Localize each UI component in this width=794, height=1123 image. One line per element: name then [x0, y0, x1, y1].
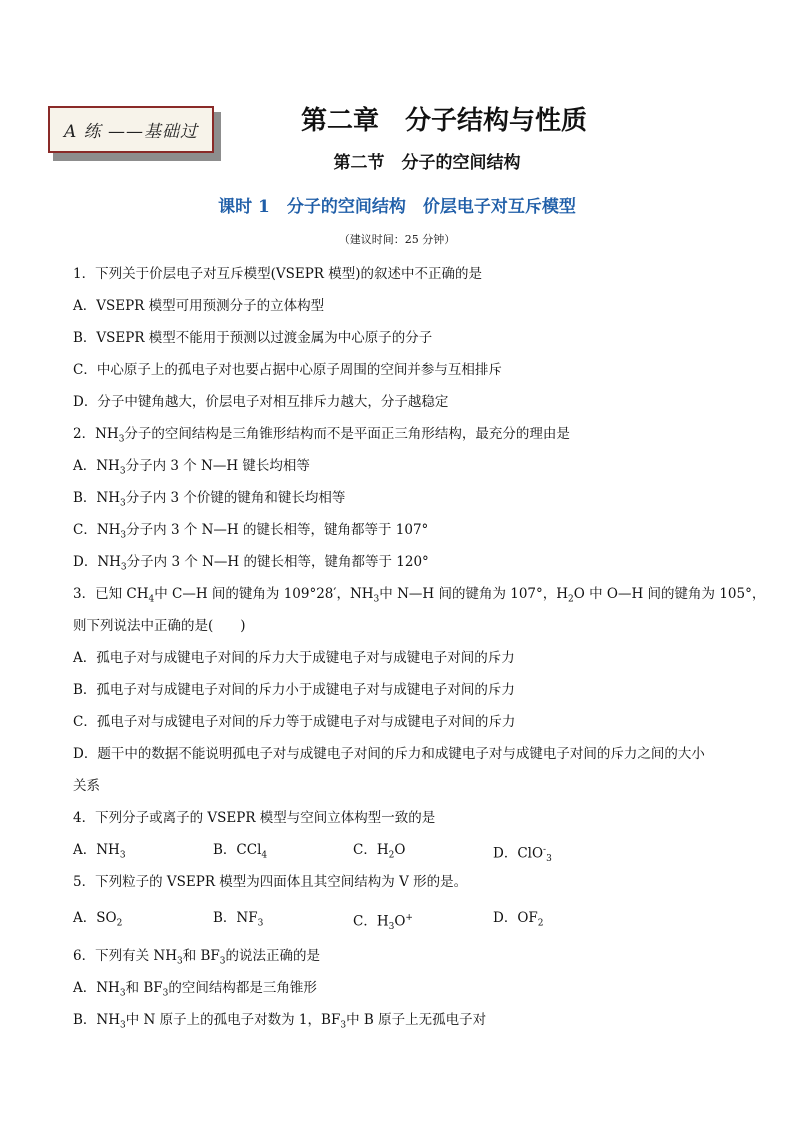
q3-option-a: A．孤电子对与成键电子对间的斥力大于成键电子对与成键电子对间的斥力 — [73, 650, 515, 666]
lesson-title: 课时 1 分子的空间结构 价层电子对互斥模型 — [218, 197, 576, 217]
section-title: 第二节 分子的空间结构 — [333, 153, 521, 173]
q5-stem: 5．下列粒子的 VSEPR 模型为四面体且其空间结构为 V 形的是。 — [73, 874, 468, 890]
q2-option-a: A．$NH_3$分子内 3 个 N—H 键长均相等 — [73, 458, 310, 477]
q4-option-c: C．$H_2O$ — [353, 842, 406, 861]
q4-option-b: B．CCl$_4$ — [213, 842, 268, 861]
badge-label: A 练 ——基础过 — [48, 106, 214, 153]
q4-options — [73, 834, 753, 866]
q4-option-a: A．$NH_3$ — [73, 842, 126, 861]
q1-stem: 1．下列关于价层电子对互斥模型(VSEPR 模型)的叙述中不正确的是 — [73, 266, 483, 282]
q1-option-c: C．中心原子上的孤电子对也要占据中心原子周围的空间并参与互相排斥 — [73, 362, 502, 378]
q3-option-d: D．题干中的数据不能说明孤电子对与成键电子对间的斥力和成键电子对与成键电子对间的斥力之间的大小 — [73, 746, 705, 762]
time-hint: （建议时间：25 分钟） — [338, 233, 456, 246]
q1-option-d: D．分子中键角越大，价层电子对相互排斥力越大，分子越稳定 — [73, 394, 449, 410]
q2-option-b: B．$NH_3$分子内 3 个价键的键角和键长均相等 — [73, 490, 346, 509]
chapter-title: 第二章 分子结构与性质 — [300, 106, 587, 136]
q3-option-b: B．孤电子对与成键电子对间的斥力小于成键电子对与成键电子对间的斥力 — [73, 682, 515, 698]
q2-option-c: C．$NH_3$分子内 3 个 N—H 的键长相等，键角都等于 107° — [73, 522, 429, 541]
q6-option-b: B．$NH_3$中 N 原子上的孤电子对数为 1，$BF_3$中 B 原子上无孤电子对 — [73, 1012, 487, 1031]
q3-stem-line2: 则下列说法中正确的是( ) — [73, 618, 246, 634]
q2-option-d: D．$NH_3$分子内 3 个 N—H 的键长相等，键角都等于 120° — [73, 554, 429, 573]
q3-stem: 3．已知 $CH_4$中 C—H 间的键角为 109°28′，$NH_3$中 N—H 间的键角为 107°，$H_2O$ 中 O—H 间的键角为 105°， — [73, 586, 766, 605]
q5-options — [73, 898, 753, 938]
q4-option-d: D．ClO-$_3$ — [493, 845, 552, 865]
q6-option-a: A．$NH_3$和 $BF_3$的空间结构都是三角锥形 — [73, 980, 317, 999]
q3-option-d-cont: 关系 — [73, 778, 100, 794]
q3-option-c: C．孤电子对与成键电子对间的斥力等于成键电子对与成键电子对间的斥力 — [73, 714, 516, 730]
q5-option-d: D．$OF_2$ — [493, 910, 544, 929]
q6-stem: 6．下列有关 $NH_3$和 $BF_3$的说法正确的是 — [73, 948, 321, 967]
question-list — [73, 258, 766, 1036]
q1-option-a: A．VSEPR 模型可用预测分子的立体构型 — [73, 298, 325, 314]
q2-stem: 2．$NH_3$分子的空间结构是三角锥形结构而不是平面正三角形结构，最充分的理由是 — [73, 426, 570, 445]
q4-stem: 4．下列分子或离子的 VSEPR 模型与空间立体构型一致的是 — [73, 810, 436, 826]
q5-option-b: B．$NF_3$ — [213, 910, 264, 929]
q5-option-c: C．$H_3O^+$ — [353, 913, 413, 933]
q5-option-a: A．$SO_2$ — [73, 910, 123, 929]
q1-option-b: B．VSEPR 模型不能用于预测以过渡金属为中心原子的分子 — [73, 330, 433, 346]
